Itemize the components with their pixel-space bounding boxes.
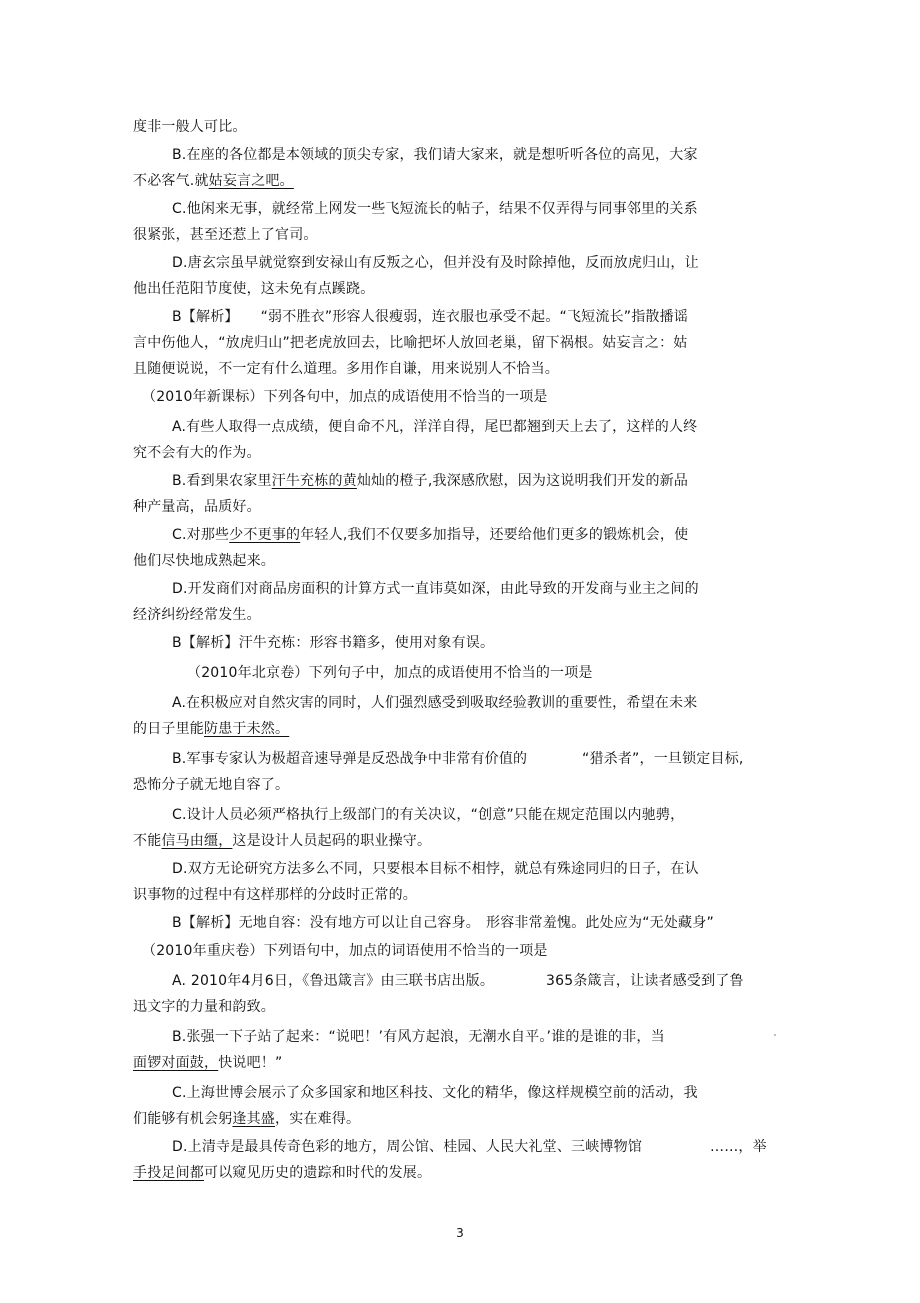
option-d-line: D.上清寺是最具传奇色彩的地方，周公馆、桂园、人民大礼堂、三峡博物馆: [172, 1139, 643, 1155]
option-b-line: B.看到果农家里汗牛充栋的黄灿灿的橙子,我深感欣慰，因为这说明我们开发的新品: [172, 473, 689, 489]
text-line: 面锣对面鼓，快说吧！”: [133, 1055, 283, 1071]
option-a-line: A. 2010年4月6日，《鲁迅箴言》由三联书店出版。: [172, 973, 495, 989]
underlined-idiom: 防患于未然。: [204, 721, 290, 737]
option-d-line: D.开发商们对商品房面积的计算方式一直讳莫如深，由此导致的开发商与业主之间的: [172, 581, 699, 597]
speck-mark: [774, 1034, 776, 1036]
option-a-line: A.有些人取得一点成绩，便自命不凡，洋洋自得，尾巴都翘到天上去了，这样的人终: [172, 419, 698, 435]
analysis-line: B【解析】无地自容：没有地方可以让自己容身。: [172, 915, 481, 931]
text-fragment: 形容非常羞愧。此处应为“无处藏身”: [486, 915, 714, 931]
question-heading: （2010年重庆卷）下列语句中，加点的词语使用不恰当的一项是: [142, 943, 548, 959]
underlined-idiom: 逢其盛: [232, 1111, 276, 1127]
question-heading: （2010年北京卷）下列句子中，加点的成语使用不恰当的一项是: [187, 665, 593, 681]
option-d-line: D.双方无论研究方法多么不同，只要根本目标不相悖，就总有殊途同归的日子，在认: [172, 861, 699, 877]
text-line: 且随便说说，不一定有什么道理。多用作自谦，用来说别人不恰当。: [133, 361, 559, 377]
question-heading: （2010年新课标）下列各句中，加点的成语使用不恰当的一项是: [142, 389, 548, 405]
underlined-idiom: 信马由缰，: [161, 833, 233, 849]
text-line: 他出任范阳节度使，这未免有点蹊跷。: [133, 281, 375, 297]
text-line: 迅文字的力量和韵致。: [133, 999, 275, 1015]
option-d-line: D.唐玄宗虽早就觉察到安禄山有反叛之心，但并没有及时除掉他，反而放虎归山，让: [172, 255, 699, 271]
text-line: 种产量高，品质好。: [133, 499, 261, 515]
option-a-line: A.在积极应对自然灾害的同时，人们强烈感受到吸取经验教训的重要性，希望在未来: [172, 695, 698, 711]
option-c-line: C.设计人员必须严格执行上级部门的有关决议，“创意”只能在规定范围以内驰骋，: [172, 807, 685, 823]
text-line: 究不会有大的作为。: [133, 445, 261, 461]
text-line: 的日子里能防患于未然。: [133, 721, 290, 737]
text-line: 言中伤他人，“放虎归山”把老虎放回去，比喻把坏人放回老巢，留下祸根。姑妄言之：姑: [133, 335, 688, 351]
text-line: 恐怖分子就无地自容了。: [133, 777, 290, 793]
underlined-idiom: 面锣对面鼓，: [133, 1055, 219, 1071]
text-line: 识事物的过程中有这样那样的分歧时正常的。: [133, 887, 417, 903]
text-line: 手投足间都可以窥见历史的遗踪和时代的发展。: [133, 1165, 432, 1181]
option-c-line: C.上海世博会展示了众多国家和地区科技、文化的精华，像这样规模空前的活动，我: [172, 1085, 698, 1101]
analysis-line: B【解析】 “弱不胜衣”形容人很瘦弱，连衣服也承受不起。“飞短流长”指散播谣: [172, 309, 689, 325]
page-number: 3: [456, 1226, 464, 1240]
text-line: 他们尽快地成熟起来。: [133, 553, 275, 569]
option-b-line: B.张强一下子站了起来：“说吧！’有风方起浪，无潮水自平。’谁的是谁的非，当: [172, 1029, 665, 1045]
text-line: 们能够有机会躬逢其盛，实在难得。: [133, 1111, 361, 1127]
underlined-idiom: 少不更事的: [229, 527, 301, 543]
analysis-line: B【解析】汗牛充栋：形容书籍多，使用对象有误。: [172, 635, 495, 651]
text-line: 不必客气.就姑妄言之吧。: [133, 173, 294, 189]
option-b-line: B.在座的各位都是本领域的顶尖专家，我们请大家来，就是想听听各位的高见，大家: [172, 147, 698, 163]
option-c-line: C.对那些少不更事的年轻人,我们不仅要多加指导，还要给他们更多的锻炼机会，使: [172, 527, 689, 543]
option-b-line: B.军事专家认为极超音速导弹是反恐战争中非常有价值的: [172, 751, 528, 767]
underlined-idiom: 姑妄言之吧。: [208, 173, 294, 189]
text-fragment: “猎杀者”，一旦锁定目标,: [582, 751, 744, 767]
underlined-idiom: 汗牛充栋的黄: [271, 473, 357, 489]
text-line: 度非一般人可比。: [133, 119, 247, 135]
text-line: 经济纠纷经常发生。: [133, 607, 261, 623]
text-fragment: ……，举: [710, 1139, 767, 1155]
text-line: 不能信马由缰，这是设计人员起码的职业操守。: [133, 833, 432, 849]
text-fragment: 365条箴言，让读者感受到了鲁: [546, 973, 744, 989]
underlined-idiom: 手投足间都: [133, 1165, 204, 1181]
text-line: 很紧张，甚至还惹上了官司。: [133, 227, 318, 243]
option-c-line: C.他闲来无事，就经常上网发一些飞短流长的帖子，结果不仅弄得与同事邻里的关系: [172, 201, 698, 217]
